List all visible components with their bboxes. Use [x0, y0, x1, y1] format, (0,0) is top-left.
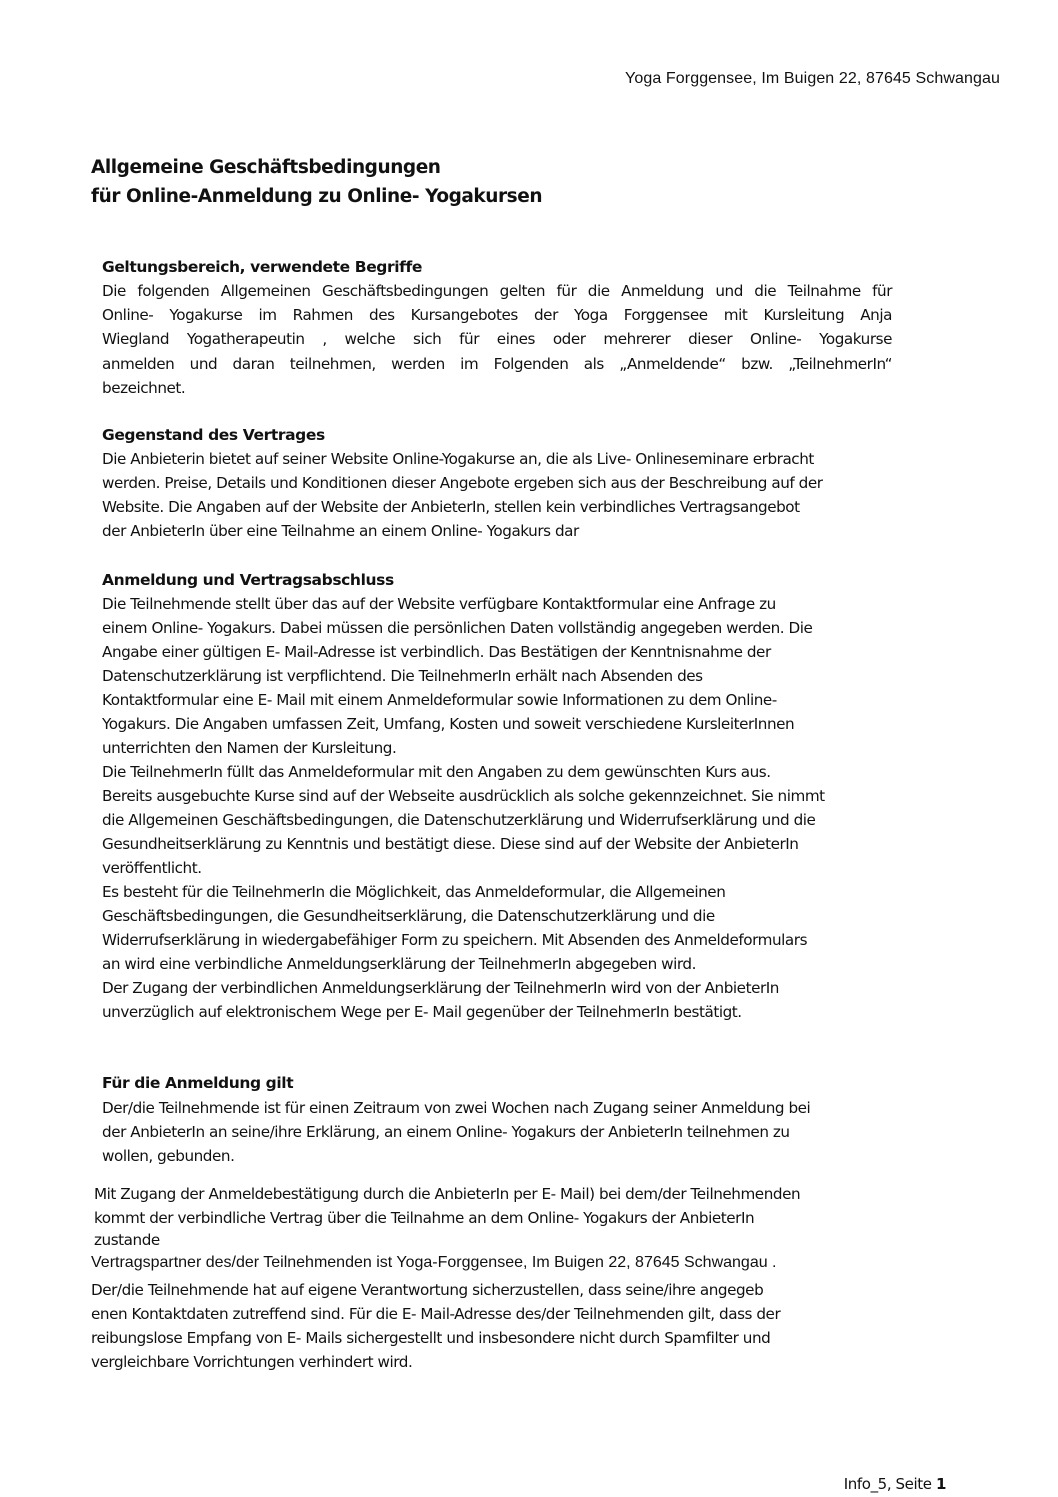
- paragraph-line: Website. Die Angaben auf der Website der AnbieterIn, stellen kein verbindliches Vertragsangebot: [102, 498, 800, 516]
- paragraph-line: an wird eine verbindliche Anmeldungserklärung der TeilnehmerIn abgegeben wird.: [102, 955, 696, 973]
- paragraph-line: Vertragspartner des/der Teilnehmenden ist Yoga-Forggensee, Im Buigen 22, 87645 Schwangau .: [91, 1254, 777, 1271]
- paragraph-line: Die Teilnehmende stellt über das auf der Website verfügbare Kontaktformular eine Anfrage zu: [102, 595, 776, 613]
- paragraph-line: vergleichbare Vorrichtungen verhindert wird.: [91, 1353, 413, 1371]
- header-address: Yoga Forggensee, Im Buigen 22, 87645 Schwangau: [625, 70, 1000, 87]
- heading-gegenstand: Gegenstand des Vertrages: [102, 426, 325, 444]
- paragraph-line: Mit Zugang der Anmeldebestätigung durch die AnbieterIn per E- Mail) bei dem/der Teilnehmenden: [94, 1185, 801, 1203]
- page-footer: [844, 1475, 946, 1493]
- paragraph-line: reibungslose Empfang von E- Mails sichergestellt und insbesondere nicht durch Spamfilter und: [91, 1329, 771, 1347]
- paragraph-line: Wiegland Yogatherapeutin , welche sich für eines oder mehrerer dieser Online- Yogakurse: [102, 330, 892, 348]
- paragraph-line: Online- Yogakurse im Rahmen des Kursangebotes der Yoga Forggensee mit Kursleitung Anja: [102, 306, 892, 324]
- paragraph-line: wollen, gebunden.: [102, 1147, 235, 1165]
- paragraph-line: Der/die Teilnehmende hat auf eigene Verantwortung sicherzustellen, dass seine/ihre angegeb: [91, 1281, 764, 1299]
- paragraph-line: Bereits ausgebuchte Kurse sind auf der Webseite ausdrücklich als solche gekennzeichnet. Sie nimmt: [102, 787, 825, 805]
- paragraph-line: Der Zugang der verbindlichen Anmeldungserklärung der TeilnehmerIn wird von der AnbieterIn: [102, 979, 779, 997]
- paragraph-line: Die Anbieterin bietet auf seiner Website Online-Yogakurse an, die als Live- Onlineseminare erbracht: [102, 450, 814, 468]
- paragraph-line: werden. Preise, Details und Konditionen dieser Angebote ergeben sich aus der Beschreibung auf der: [102, 474, 823, 492]
- paragraph-line: Die folgenden Allgemeinen Geschäftsbedingungen gelten für die Anmeldung und die Teilnahme für: [102, 282, 892, 300]
- heading-anmeldung: Anmeldung und Vertragsabschluss: [102, 571, 394, 589]
- paragraph-line: kommt der verbindliche Vertrag über die Teilnahme an dem Online- Yogakurs der AnbieterIn: [94, 1209, 755, 1227]
- footer-label: Info_5, Seite: [843, 1475, 932, 1493]
- paragraph-line: veröffentlicht.: [102, 859, 202, 877]
- paragraph-line: Gesundheitserklärung zu Kenntnis und bestätigt diese. Diese sind auf der Website der AnbieterIn: [102, 835, 799, 853]
- paragraph-line: Widerrufserklärung in wiedergabefähiger Form zu speichern. Mit Absenden des Anmeldeformulars: [102, 931, 808, 949]
- paragraph-line: Es besteht für die TeilnehmerIn die Möglichkeit, das Anmeldeformular, die Allgemeinen: [102, 883, 726, 901]
- paragraph-line: Angabe einer gültigen E- Mail-Adresse ist verbindlich. Das Bestätigen der Kenntnisnahme der: [102, 643, 771, 661]
- paragraph-line: Kontaktformular eine E- Mail mit einem Anmeldeformular sowie Informationen zu dem Online-: [102, 691, 777, 709]
- paragraph-line: Der/die Teilnehmende ist für einen Zeitraum von zwei Wochen nach Zugang seiner Anmeldung bei: [102, 1099, 811, 1117]
- paragraph-line: Yogakurs. Die Angaben umfassen Zeit, Umfang, Kosten und soweit verschiedene KursleiterInnen: [102, 715, 795, 733]
- heading-geltungsbereich: Geltungsbereich, verwendete Begriffe: [102, 258, 422, 276]
- paragraph-line: unverzüglich auf elektronischem Wege per E- Mail gegenüber der TeilnehmerIn bestätigt.: [102, 1003, 742, 1021]
- paragraph-line: die Allgemeinen Geschäftsbedingungen, die Datenschutzerklärung und Widerrufserklärung und die: [102, 811, 816, 829]
- paragraph-line: enen Kontaktdaten zutreffend sind. Für die E- Mail-Adresse des/der Teilnehmenden gilt, dass der: [91, 1305, 781, 1323]
- paragraph-line: Geschäftsbedingungen, die Gesundheitserklärung, die Datenschutzerklärung und die: [102, 907, 715, 925]
- title-line-1: Allgemeine Geschäftsbedingungen: [91, 157, 441, 178]
- paragraph-line: anmelden und daran teilnehmen, werden im Folgenden als „Anmeldende“ bzw. „TeilnehmerIn“: [102, 355, 892, 373]
- paragraph-line: bezeichnet.: [102, 379, 186, 397]
- paragraph-line: zustande: [94, 1231, 160, 1249]
- paragraph-line: der AnbieterIn über eine Teilnahme an einem Online- Yogakurs dar: [102, 522, 579, 540]
- document-title: [91, 153, 542, 211]
- paragraph-line: unterrichten den Namen der Kursleitung.: [102, 739, 397, 757]
- title-line-2: für Online-Anmeldung zu Online- Yogakursen: [91, 186, 543, 207]
- paragraph-line: der AnbieterIn an seine/ihre Erklärung, an einem Online- Yogakurs der AnbieterIn teilnehmen zu: [102, 1123, 790, 1141]
- paragraph-line: einem Online- Yogakurs. Dabei müssen die persönlichen Daten vollständig angegeben werden. Die: [102, 619, 813, 637]
- paragraph-line: Datenschutzerklärung ist verpflichtend. Die TeilnehmerIn erhält nach Absenden des: [102, 667, 703, 685]
- heading-anmeldung-gilt: Für die Anmeldung gilt: [102, 1074, 294, 1092]
- paragraph-line: Die TeilnehmerIn füllt das Anmeldeformular mit den Angaben zu dem gewünschten Kurs aus.: [102, 763, 771, 781]
- footer-page-number: 1: [935, 1475, 946, 1493]
